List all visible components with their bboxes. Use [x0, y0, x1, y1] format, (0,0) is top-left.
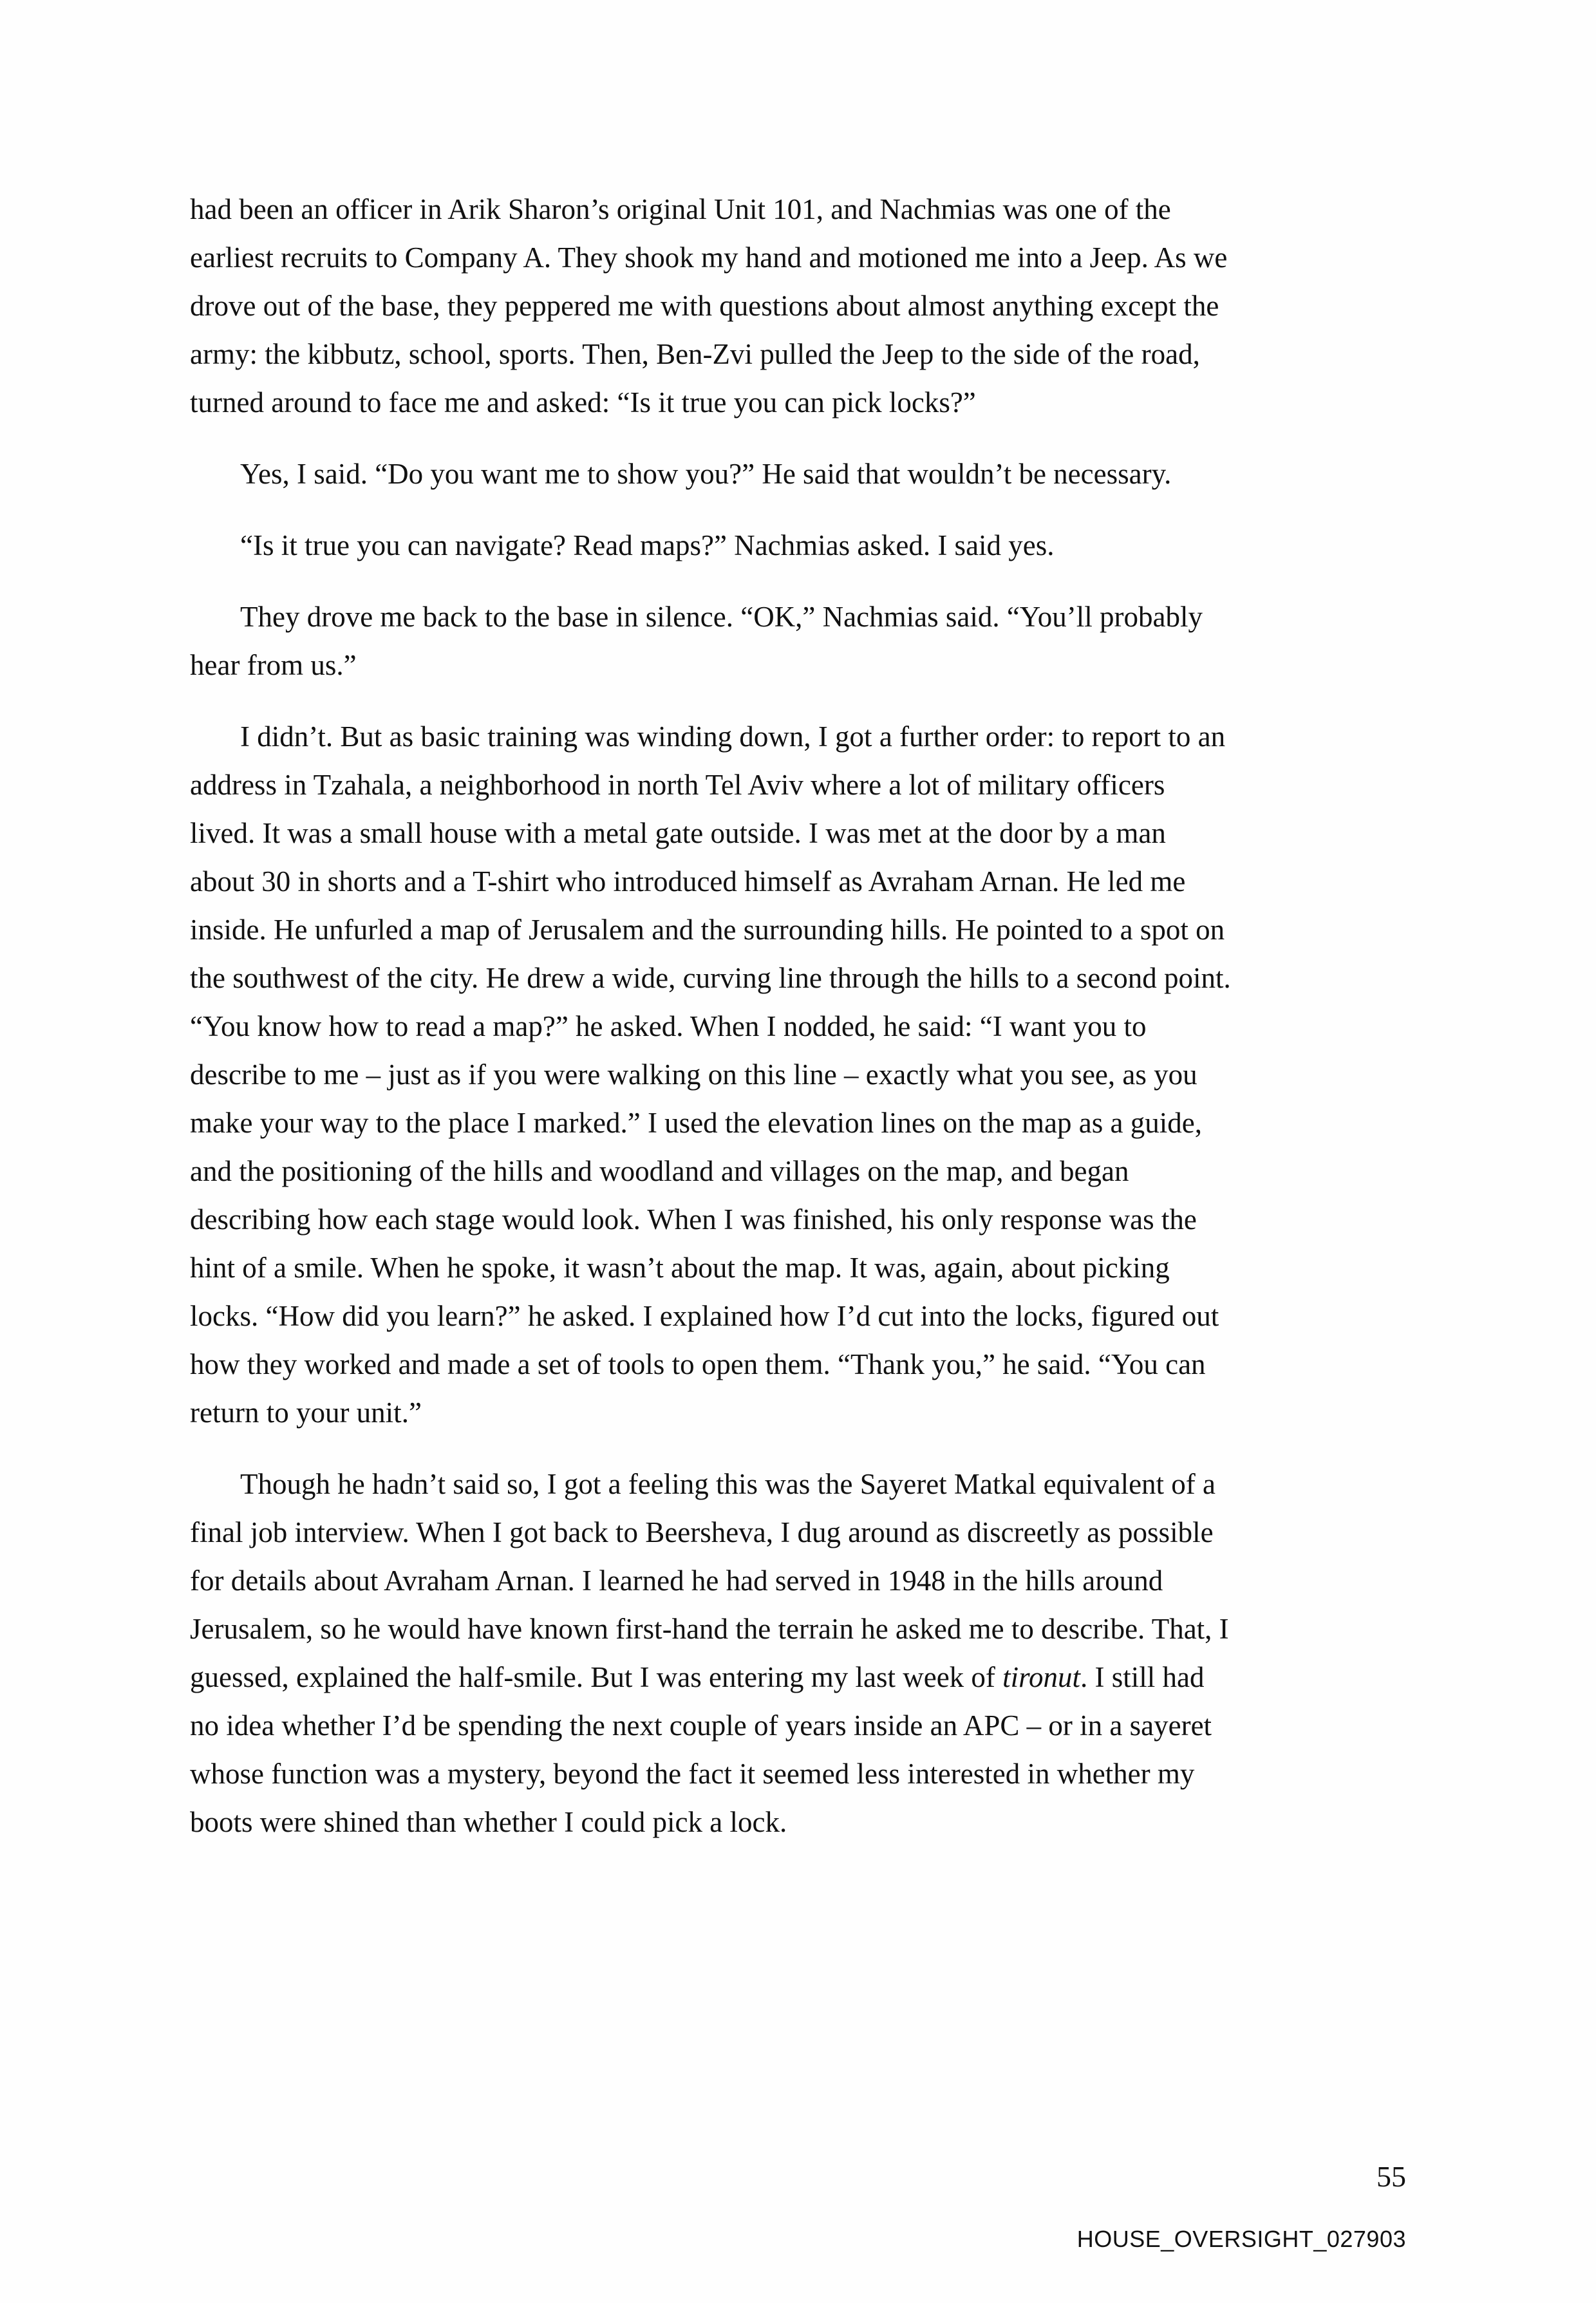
paragraph-6-part-1: Though he hadn’t said so, I got a feeling this was the Sayeret Matkal equivalent of a final job interview. When I got back to Beersheva, I dug around as discreetly as possible for details about Avraham Arnan. I learned he had served in 1948 in the hills around Jerusalem, so he would have known first-hand the terrain he asked me to describe. That, I guessed, explained the half-smile. But I was entering my last week of	[190, 1468, 1229, 1693]
paragraph-2: Yes, I said. “Do you want me to show you?” He said that wouldn’t be necessary.	[240, 458, 1172, 490]
paragraph-5: I didn’t. But as basic training was winding down, I got a further order: to report to an address in Tzahala, a neighborhood in north Tel Aviv where a lot of military officers lived. It was a small house with a metal gate outside. I was met at the door by a man about 30 in shorts and a T-shirt who introduced himself as Avraham Arnan. He led me inside. He unfurled a map of Jerusalem and the surrounding hills. He pointed to a spot on the southwest of the city. He drew a wide, curving line through the hills to a second point. “You know how to read a map?” he asked. When I nodded, he said: “I want you to describe to me – just as if you were walking on this line – exactly what you see, as you make your way to the place I marked.” I used the elevation lines on the map as a guide, and the positioning of the hills and woodland and villages on the map, and began describing how each stage would look. When I was finished, his only response was the hint of a smile. When he spoke, it wasn’t about the map. It was, again, about picking locks. “How did you learn?” he asked. I explained how I’d cut into the locks, figured out how they worked and made a set of tools to open them. “Thank you,” he said. “You can return to your unit.”	[190, 720, 1231, 1429]
paragraph-4: They drove me back to the base in silence. “OK,” Nachmias said. “You’ll probably hear from us.”	[190, 601, 1203, 681]
paragraph-6-part-2: . I still had no idea whether I’d be spending the next couple of years inside an APC – or in a sayeret whose function was a mystery, beyond the fact it seemed less interested in whether my boots were shined than whether I could pick a lock.	[190, 1661, 1212, 1838]
paragraph-6	[190, 1460, 1236, 1847]
paragraph-3: “Is it true you can navigate? Read maps?” Nachmias asked. I said yes.	[240, 529, 1055, 561]
bates-stamp: HOUSE_OVERSIGHT_027903	[1076, 2226, 1406, 2252]
paragraph-1: had been an officer in Arik Sharon’s original Unit 101, and Nachmias was one of the earliest recruits to Company A. They shook my hand and motioned me into a Jeep. As we drove out of the base, they peppered me with questions about almost anything except the army: the kibbutz, school, sports. Then, Ben-Zvi pulled the Jeep to the side of the road, turned around to face me and asked: “Is it true you can pick locks?”	[190, 193, 1228, 418]
page-number: 55	[1376, 2160, 1406, 2193]
body-text-column	[190, 185, 1236, 1847]
paragraph-6-italic-term: tironut	[1002, 1661, 1081, 1693]
